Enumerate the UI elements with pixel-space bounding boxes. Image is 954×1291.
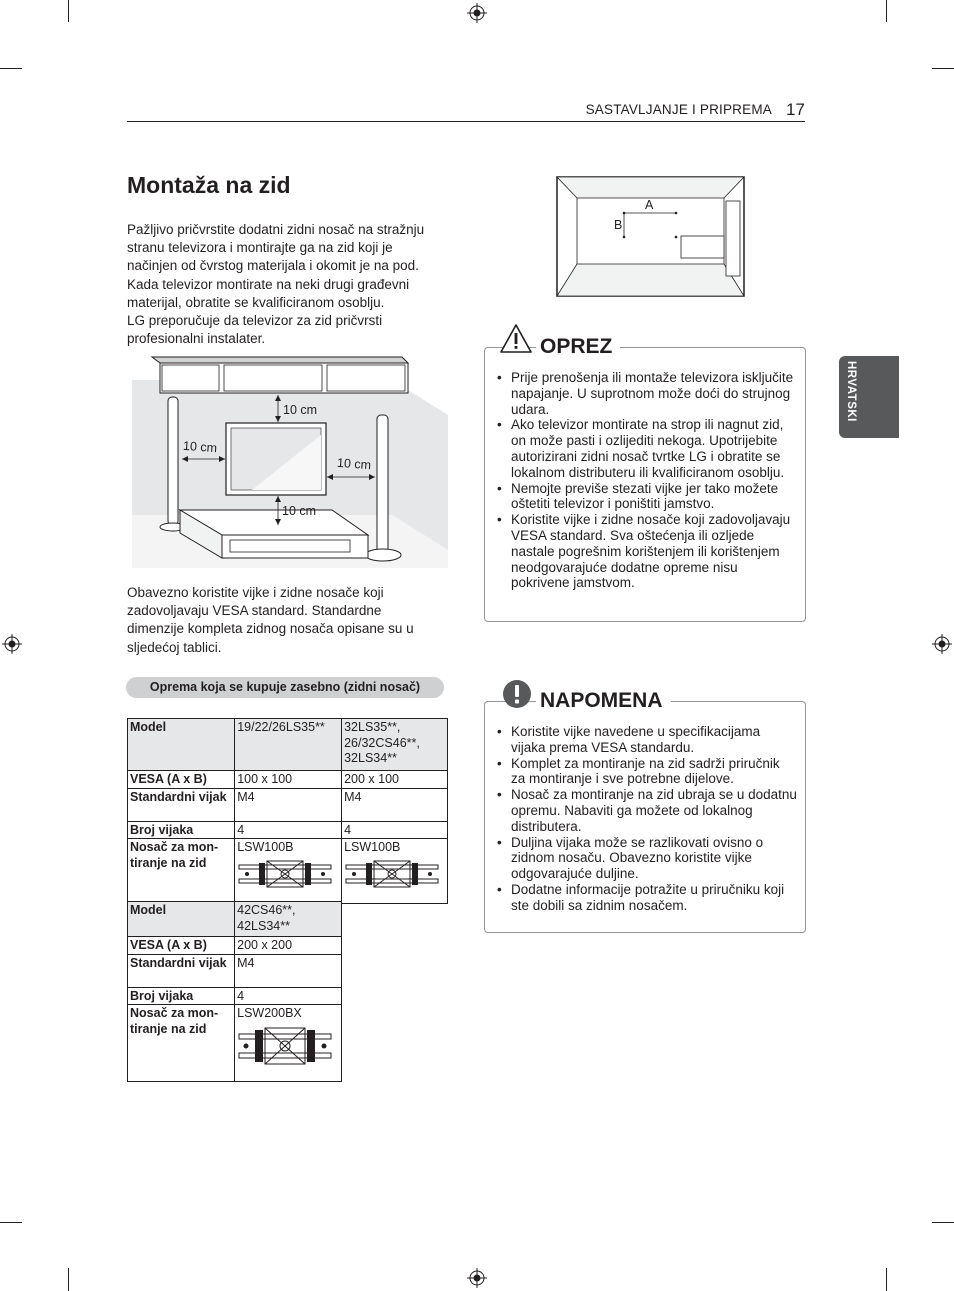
vesa-line: zadovoljavaju VESA standard. Standardne xyxy=(127,603,382,619)
table-row xyxy=(128,839,448,904)
table-label-cell: VESA (A x B) xyxy=(128,937,235,955)
list-item: • Duljina vijaka može se razlikovati ovisno o zidnom nosaču. Obavezno koristite vijke odgovarajuće duljine. xyxy=(485,835,797,882)
table-value-cell: M4 xyxy=(342,788,448,821)
table-value-cell xyxy=(235,839,342,904)
table-row xyxy=(128,1005,342,1082)
tv-back-drawing xyxy=(556,176,745,297)
vesa-paragraph xyxy=(127,584,452,657)
crop-mark xyxy=(932,1222,954,1223)
list-item: • Ako televizor montirate na strop ili nagnut zid, on može pasti i ozlijediti nekoga. Upotrijebite autorizirani zidni nosač tvrtke LG i obratite se lokalnom distributeru ili kvalificiranom osoblju. xyxy=(485,417,797,480)
table-row xyxy=(128,719,448,771)
header-divider xyxy=(127,121,805,122)
exclamation-circle-icon xyxy=(502,679,532,709)
table-value-cell xyxy=(235,1005,342,1082)
intro-line: stranu televizora i montirajte ga na zid koji je xyxy=(127,240,393,256)
table-value-cell: 32LS35**, 26/32CS46**, 32LS34** xyxy=(342,719,448,771)
table-row xyxy=(128,987,342,1005)
registration-mark-icon xyxy=(467,1268,487,1288)
warning-triangle-icon xyxy=(499,323,533,354)
table-row xyxy=(128,954,342,987)
caution-list xyxy=(485,370,797,591)
vesa-line: sljedećoj tablici. xyxy=(127,639,222,655)
note-title: NAPOMENA xyxy=(536,689,671,713)
crop-mark xyxy=(886,1268,887,1291)
table-value-cell: 200 x 200 xyxy=(235,937,342,955)
wall-bracket-icon xyxy=(237,1026,333,1066)
intro-line: načinjen od čvrstog materijala i okomit je na pod. xyxy=(127,258,419,274)
wall-bracket-icon xyxy=(237,859,333,889)
table-value-cell: 200 x 100 xyxy=(342,771,448,789)
list-item: • Koristite vijke i zidne nosače koji zadovoljavaju VESA standard. Sva oštećenja ili ozljede nastale pogrešnim korištenjem ili korištenjem neodgovarajuće dodatne opreme nisu pokrivene jamstvom. xyxy=(485,512,797,591)
note-list xyxy=(485,724,797,914)
list-item: • Dodatne informacije potražite u priručniku koji ste dobili sa zidnim nosačem. xyxy=(485,882,797,914)
clearance-label-left: 10 cm xyxy=(182,438,218,456)
section-header: SASTAVLJANJE I PRIPREMA xyxy=(585,102,772,117)
list-item: • Komplet za montiranje na zid sadrži priručnik za montiranje i sve potrebne dijelove. xyxy=(485,756,797,788)
crop-mark xyxy=(0,1222,22,1223)
table-row xyxy=(128,937,342,955)
table-row xyxy=(128,821,448,839)
crop-mark xyxy=(68,0,69,22)
caution-box xyxy=(484,335,806,622)
room-drawing xyxy=(132,355,448,568)
table-value-cell: 4 xyxy=(235,821,342,839)
table-label-cell: Broj vijaka xyxy=(128,821,235,839)
table-value-cell: 100 x 100 xyxy=(235,771,342,789)
accessory-pill-label: Oprema koja se kupuje zasebno (zidni nosač) xyxy=(126,677,444,698)
intro-paragraph xyxy=(127,221,452,348)
vesa-label-b: B xyxy=(614,218,623,232)
bracket-model: LSW200BX xyxy=(237,1006,302,1020)
wall-mount-clearance-illustration xyxy=(132,355,448,568)
table-row xyxy=(128,771,448,789)
table-value-cell: M4 xyxy=(235,954,342,987)
page-title: Montaža na zid xyxy=(127,172,291,198)
intro-line: Kada televizor montirate na neki drugi građevni xyxy=(127,276,410,292)
table-value-cell: 42CS46**, 42LS34** xyxy=(235,902,342,937)
registration-mark-icon xyxy=(467,3,487,23)
table-label-cell: VESA (A x B) xyxy=(128,771,235,789)
tv-back-vesa-illustration xyxy=(556,176,745,297)
caution-title: OPREZ xyxy=(536,335,620,359)
table-label-cell: Standardni vijak xyxy=(128,954,235,987)
table-label-cell: Standardni vijak xyxy=(128,788,235,821)
wall-mount-spec-table-2 xyxy=(127,901,342,1082)
wall-bracket-icon xyxy=(344,859,440,889)
table-value-cell xyxy=(342,839,448,904)
table-label-cell: Model xyxy=(128,719,235,771)
list-item: • Koristite vijke navedene u specifikacijama vijaka prema VESA standardu. xyxy=(485,724,797,756)
list-item: • Nosač za montiranje na zid ubraja se u dodatnu opremu. Nabaviti ga možete od lokalnog distributera. xyxy=(485,787,797,834)
table-row xyxy=(128,788,448,821)
vesa-line: dimenzije kompleta zidnog nosača opisane su u xyxy=(127,621,414,637)
language-tab xyxy=(839,356,899,438)
intro-line: profesionalni instalater. xyxy=(127,331,266,347)
crop-mark xyxy=(0,68,22,69)
table-row xyxy=(128,902,342,937)
note-box xyxy=(484,689,806,933)
registration-mark-icon xyxy=(2,634,22,654)
bracket-model: LSW100B xyxy=(237,840,294,854)
table-label-cell: Broj vijaka xyxy=(128,987,235,1005)
table-label-cell: Model xyxy=(128,902,235,937)
crop-mark xyxy=(932,68,954,69)
clearance-label-bottom: 10 cm xyxy=(282,504,317,518)
crop-mark xyxy=(886,0,887,22)
registration-mark-icon xyxy=(932,634,952,654)
intro-line: materijal, obratite se kvalificiranom osoblju. xyxy=(127,294,385,310)
language-tab-label: HRVATSKI xyxy=(845,361,857,422)
table-value-cell: M4 xyxy=(235,788,342,821)
list-item: • Prije prenošenja ili montaže televizora isključite napajanje. U suprotnom može doći do strujnog udara. xyxy=(485,370,797,417)
intro-line: Pažljivo pričvrstite dodatni zidni nosač na stražnju xyxy=(127,222,425,237)
table-value-cell: 4 xyxy=(235,987,342,1005)
clearance-label-top: 10 cm xyxy=(283,403,318,417)
list-item: • Nemojte previše stezati vijke jer tako možete oštetiti televizor i poništiti jamstvo. xyxy=(485,481,797,513)
bracket-model: LSW100B xyxy=(344,840,401,854)
wall-mount-spec-table-1 xyxy=(127,718,448,904)
vesa-label-a: A xyxy=(645,198,654,212)
clearance-label-right: 10 cm xyxy=(336,455,372,473)
intro-line: LG preporučuje da televizor za zid pričvrsti xyxy=(127,313,383,329)
vesa-line: Obavezno koristite vijke i zidne nosače koji xyxy=(127,585,384,600)
table-value-cell: 19/22/26LS35** xyxy=(235,719,342,771)
table-label-cell: Nosač za mon-tiranje na zid xyxy=(128,1005,235,1082)
page-number: 17 xyxy=(786,100,805,119)
crop-mark xyxy=(68,1268,69,1291)
table-label-cell: Nosač za mon-tiranje na zid xyxy=(128,839,235,904)
table-value-cell: 4 xyxy=(342,821,448,839)
